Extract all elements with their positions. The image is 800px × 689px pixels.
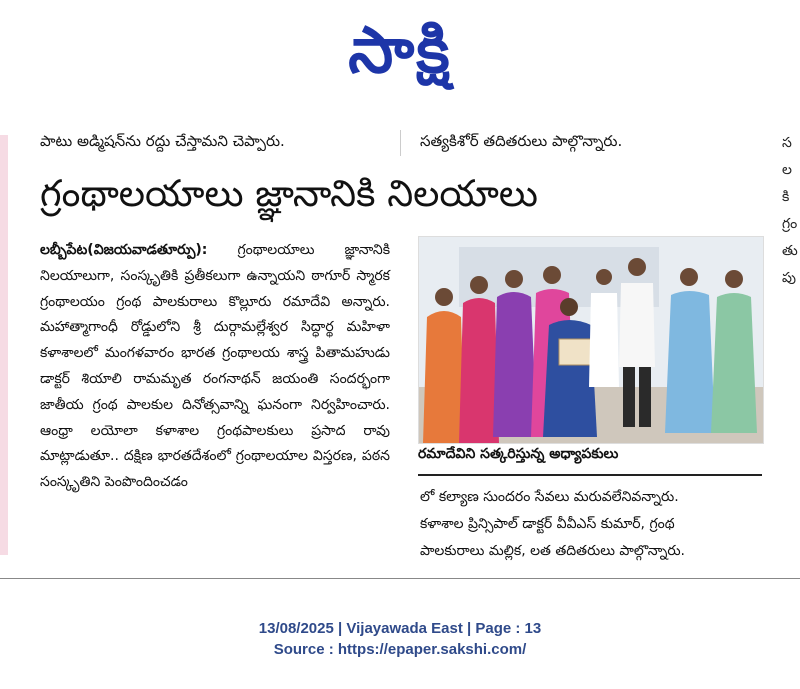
newspaper-logo: సాక్షి <box>348 13 452 88</box>
column-separator <box>400 130 401 156</box>
fragment-line: ల <box>782 162 792 178</box>
photo-caption: రమాదేవిని సత్కరిస్తున్న అధ్యాపకులు <box>418 446 619 462</box>
page-footer <box>0 618 800 660</box>
right-column-line: కళాశాల ప్రిన్సిపాల్ డాక్టర్ వీవీఎస్ కుమార్, గ్రంథ <box>420 516 675 532</box>
adjacent-article-fragment <box>782 130 800 600</box>
fragment-line: కి <box>782 189 790 205</box>
right-column-line: పాలకురాలు మల్లిక, లత తదితరులు పాల్గొన్నారు. <box>420 543 685 559</box>
photo-illustration <box>419 237 763 443</box>
article-headline: గ్రంథాలయాలు జ్ఞానానికి నిలయాలు <box>40 172 538 215</box>
bottom-rule <box>0 578 800 579</box>
fragment-line: తు <box>782 243 798 259</box>
left-margin-strip <box>0 135 8 555</box>
caption-rule <box>418 474 762 476</box>
fragment-line: గ్రం <box>782 216 798 232</box>
news-photo <box>418 236 764 444</box>
top-text-left: పాటు అడ్మిషన్‌ను రద్దు చేస్తామని చెప్పారు. <box>40 132 285 150</box>
article-dateline: లబ్బీపేట(విజయవాడతూర్పు): <box>40 242 208 258</box>
right-column-line: లో కల్యాణ సుందరం సేవలు మరువలేనివన్నారు. <box>420 489 679 505</box>
fragment-line: స <box>782 135 792 151</box>
fragment-line: పు <box>782 270 796 286</box>
right-column-text <box>420 484 765 565</box>
footer-source-line[interactable]: Source : https://epaper.sakshi.com/ <box>273 641 527 658</box>
article-text: గ్రంథాలయాలు జ్ఞానానికి నిలయాలుగా, సంస్కృతికి ప్రతీకలుగా ఉన్నాయని ఠాగూర్ స్మారక గ్రంథాలయం గ్రంథ పాలకురాలు కొల్లూరు రమాదేవి అన్నారు. మహాత్మాగాంధీ రోడ్డులోని శ్రీ దుర్గామల్లేశ్వర సిద్ధార్థ మహిళా కళాశాలలో మంగళవారం భారత గ్రంథాలయ శాస్త్ర పితామహుడు డాక్టర్ శియాలి రామమృత రంగనాథన్ జయంతి సందర్భంగా జాతీయ గ్రంథ పాలకుల దినోత్సవాన్ని ఘనంగా నిర్వహించారు. ఆంధ్రా లయోలా కళాశాల గ్రంథపాలకులు ప్రసాద రావు మాట్లాడుతూ.. దక్షిణ భారతదేశంలో గ్రంథాలయాల విస్తరణ, పఠన సంస్కృతిని పెంపొందించడం <box>40 242 390 491</box>
footer-edition-line: 13/08/2025 | Vijayawada East | Page : 13 <box>258 620 542 637</box>
article-body <box>40 238 390 496</box>
top-text-right: సత్యకిశోర్ తదితరులు పాల్గొన్నారు. <box>420 132 623 150</box>
